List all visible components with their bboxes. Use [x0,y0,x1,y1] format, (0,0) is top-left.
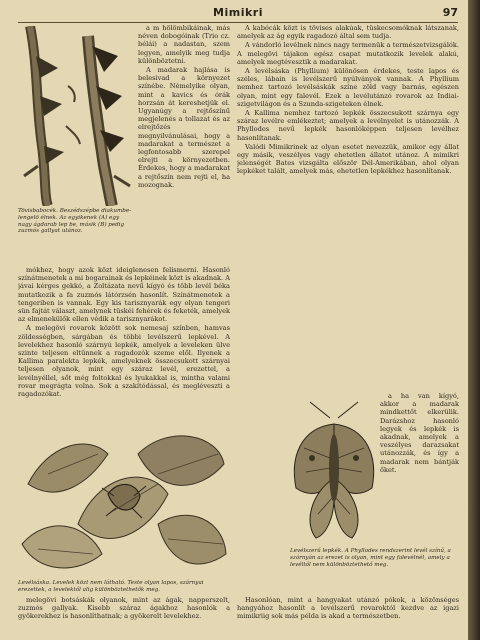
text-column-right-top [237,24,459,394]
paragraph: A vándorló levélnek nincs nagy termenük a természetvizsgálók. A melegövi tájakon egész csapat mutatkozik levelek alakú, amelyek megtévesztik a madarakat. [237,41,459,66]
paragraph: A melegövi rovarok között sok nemesaj színben, hamvas zöldességben, sárgában és többi levélszerű lepkével. A levelekhez hasonló szárnyú lepkék, amelyek a leveleken ülve szinte teljesen eltűnnek a ragadozók szeme elől. Ilyenek a Kallima paralekta lepkék, amelyeknek összecsukott szárnyai teljesen olyanok, mint egy száraz levél, erezettel, a levélnyéllel, sőt még foltokkal és lyukakkal is, mintha valami rovar megrágta volna. Sok a szakítódással, és megléveszti a ragadozókat. [18,324,230,399]
paragraph: Valódi Mimikrinek az olyan esetet nevezzük, amikor egy állat egy másik, veszélyes vagy ehetetlen állatot utánoz. A mimikri jelenségét Bates vizsgálta először Dél-Amerikában, ahol olyan lepkéket talált, amelyek más, ehetetlen lepkékhez hasonlítanak. [237,142,459,176]
paragraph: A kabócák közt is tövises alakúak, tüskecsomóknak látszanak, amelyek az ág egyik ragadozó által sem tudja. [237,24,459,41]
book-edge [468,0,480,640]
paragraph: melegövi botsáskák olyanok, mint az ágak, napperszelt, zuzmós gallyak. Kisebb száraz ágakhoz hasonlók a gyökerekhez is hasonlíthatnak; a gyökerelt levelekhez. [18,596,230,621]
paragraph: a ha van kígyó, akkor a madarak mindkettőt elkerülik. Darázshoz hasonló legyek és lepkék is akadnak, amelyek a veszélyes darazsakat utánozzák, és így a madarak nem bántják őket. [380,392,459,474]
paragraph: A madarak hajlása is belesivad a környezet színébe. Némelyike olyan, mint a kavics és órák horzsán át kereshetjük el. Ugyanúgy a rejtőszínű megjelenés a tollazat és az elrejtőzés megnyilvánulásai, hogy a madarakat a természet a legfontosabb szerepel elrejti a környezetben. Érdekes, hogy a madarakat a rejtőszín nem rejti el, ha mozognak. [138,66,230,189]
paragraph: Hasonlóan, mint a hangyakat utánzó pókok, a közönséges hangyához hasonlít a levélszerű rovaroktól kezdve az igazi mimikriig sok más példa is akad a természetben. [237,596,459,621]
paragraph: mókhez, hogy azok közt ideiglenesen felismerni. Hasonló színátmenetek a mi bogarainak és lepkéinek közt is akadnak. A jávai kérges gekkó, a Zoltázata nevű kígyó és több levél béka mutatkozik a fa zuzmós látórzsén hasonlít. Színátmenetek a tengeriben is vannak. Egy kis tarisznyarák egy olyan tengeri sün fajtát választ, amelynek tüskéi fehérek és feketék, amelyek az elmenekülők ellen védik a tarisznyarákot. [18,266,230,324]
figure-caption-thornbug: Tövisbabocék. Beszédszépbe diakumbe-lengelö élnek. Az egyikenek (A) egy nagy ágdarab lep be, másik (B) pedig zuzmós gallyat utánoz. [18,208,132,235]
running-head: Mimikri [213,6,263,19]
leaf-insect-illustration [18,424,230,578]
figure-caption-leaf-insect: Levélsáska. Levelek közt nem látható. Teste olyan lapos, szárnyai erezettek, a levelektől alig különböztethetők meg. [18,580,204,593]
paragraph: A Kallima nemhez tartozó lepkék összecsukott szárnya egy száraz levélre emlékeztet; amelyek a levélnyelet is utánozzák. A Phyllodes nevű lepkék hasonlóképpen teljesen levélhez hasonlítanak. [237,109,459,142]
text-column-left-bottom [18,596,230,640]
moth-illustration [290,398,378,546]
text-column-left-top [138,24,230,264]
text-column-right-mid [380,392,459,552]
paragraph: A levélsáska (Phyllium) különösen érdekes, teste lapos és széles, lábain is levélszerű nyúlványok vannak. A Phyllium nemhez tartozó levélsáskák színe zöld vagy barnás, egészen olyan, mint egy falevél. Ezek a levélutánzó rovarok az Indiai-szigetvilágon és a Szunda-szigeteken élnek. [237,67,459,108]
thornbug-illustration [18,26,134,206]
text-column-right-bottom [237,596,459,640]
page-number: 97 [442,6,458,19]
page-header [18,6,458,23]
figure-caption-moth: Levélszerű lepkék. A Phyllodes rendszerint levél színű, a szárnyán az erezet is olyan, mint egy falevélnél, amely a levéltől nem különböztethető meg. [290,548,451,568]
paragraph: a m hölömbikáinak, más néven dobogóinak (Trio cz. bélái) a nadastan, szem legyen, amelyik meg tudja különböztetni. [138,24,230,65]
